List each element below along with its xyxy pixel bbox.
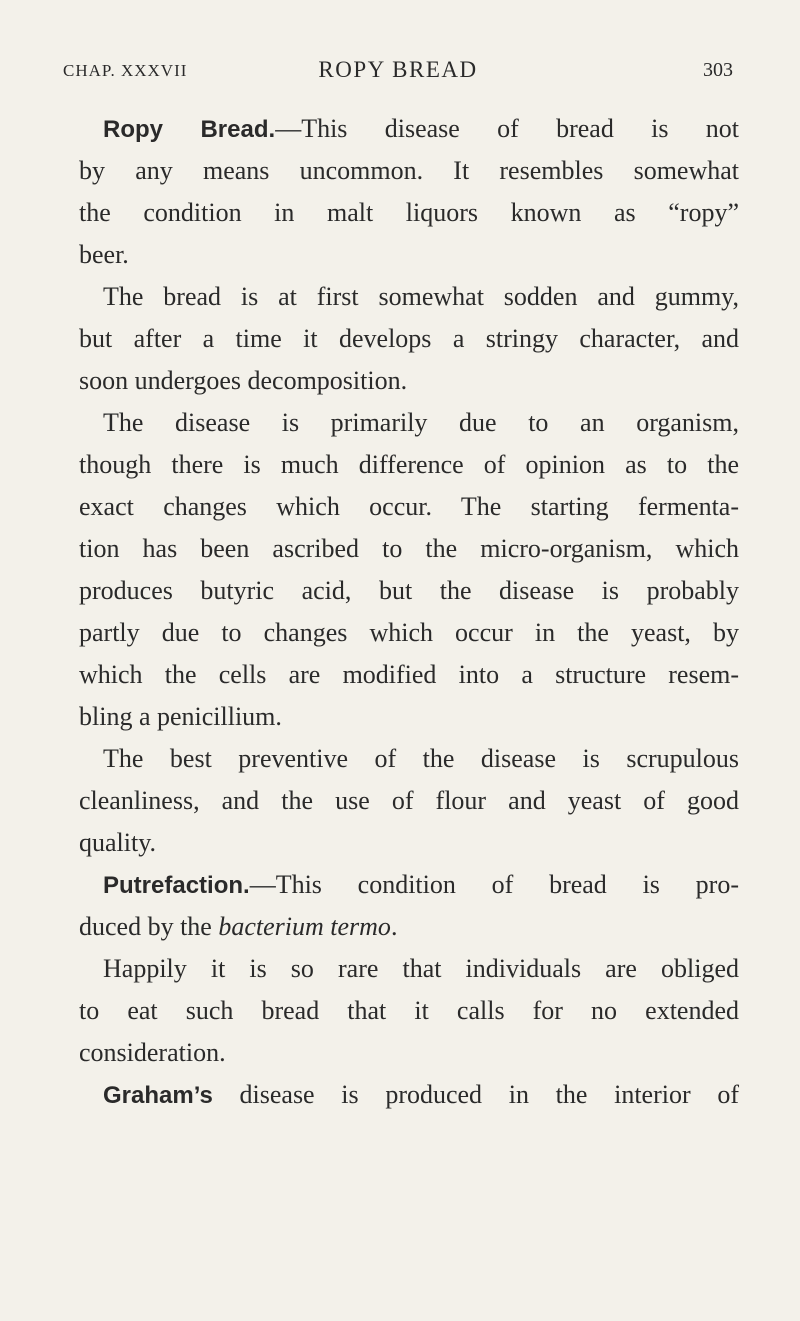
text-line	[79, 738, 739, 780]
text-line	[79, 234, 739, 276]
line-text: —This condition of bread is pro-	[249, 870, 739, 899]
line-text: beer.	[79, 240, 129, 269]
text-line	[79, 318, 739, 360]
line-text: tion has been ascribed to the micro-organism, which	[79, 534, 739, 563]
chapter-label: CHAP. XXXVII	[63, 61, 188, 80]
line-text: The bread is at first somewhat sodden and gummy,	[103, 282, 739, 311]
line-text: bling a penicillium.	[79, 702, 282, 731]
section-heading: Putrefaction.	[103, 872, 250, 899]
text-line	[79, 990, 739, 1032]
section-heading: Graham’s	[103, 1082, 213, 1109]
text-line	[79, 150, 739, 192]
text-line	[79, 780, 739, 822]
line-text: disease is produced in the interior of	[212, 1080, 739, 1109]
text-line	[79, 612, 739, 654]
text-line	[79, 528, 739, 570]
text-line	[79, 864, 739, 906]
text-line	[79, 1032, 739, 1074]
line-text: The best preventive of the disease is scrupulous	[103, 744, 739, 773]
text-line	[79, 486, 739, 528]
line-text: but after a time it develops a stringy character, and	[79, 324, 739, 353]
text-line	[79, 276, 739, 318]
text-line	[79, 192, 739, 234]
text-line	[79, 906, 739, 948]
text-line	[79, 822, 739, 864]
line-text: —This disease of bread is not	[275, 114, 740, 143]
running-head	[63, 57, 733, 87]
text-line	[79, 402, 739, 444]
text-line	[79, 1074, 739, 1116]
line-text-tail: .	[390, 912, 398, 941]
page-number: 303	[703, 59, 733, 81]
line-text: to eat such bread that it calls for no extended	[79, 996, 739, 1025]
line-text: cleanliness, and the use of flour and yeast of good	[79, 786, 739, 815]
text-line	[79, 948, 739, 990]
line-text: Happily it is so rare that individuals are obliged	[103, 954, 739, 983]
line-text: by any means uncommon. It resembles somewhat	[79, 156, 739, 185]
text-line	[79, 360, 739, 402]
line-text: soon undergoes decomposition.	[79, 366, 408, 395]
line-text: duced by the	[79, 912, 219, 941]
italic-term: bacterium termo	[218, 912, 391, 941]
line-text: the condition in malt liquors known as “ropy”	[79, 198, 739, 227]
text-line	[79, 108, 739, 150]
line-text: exact changes which occur. The starting fermenta-	[79, 492, 739, 521]
line-text: which the cells are modified into a structure resem-	[79, 660, 739, 689]
page-title: ROPY BREAD	[318, 57, 478, 82]
text-line	[79, 654, 739, 696]
section-heading: Ropy Bread.	[103, 116, 276, 143]
text-line	[79, 570, 739, 612]
line-text: quality.	[79, 828, 157, 857]
text-line	[79, 696, 739, 738]
text-line	[79, 444, 739, 486]
line-text: partly due to changes which occur in the yeast, by	[79, 618, 739, 647]
line-text: The disease is primarily due to an organism,	[103, 408, 739, 437]
line-text: consideration.	[79, 1038, 226, 1067]
line-text: produces butyric acid, but the disease is probably	[79, 576, 739, 605]
page-body-text	[79, 108, 739, 1116]
line-text: though there is much difference of opinion as to the	[79, 450, 739, 479]
